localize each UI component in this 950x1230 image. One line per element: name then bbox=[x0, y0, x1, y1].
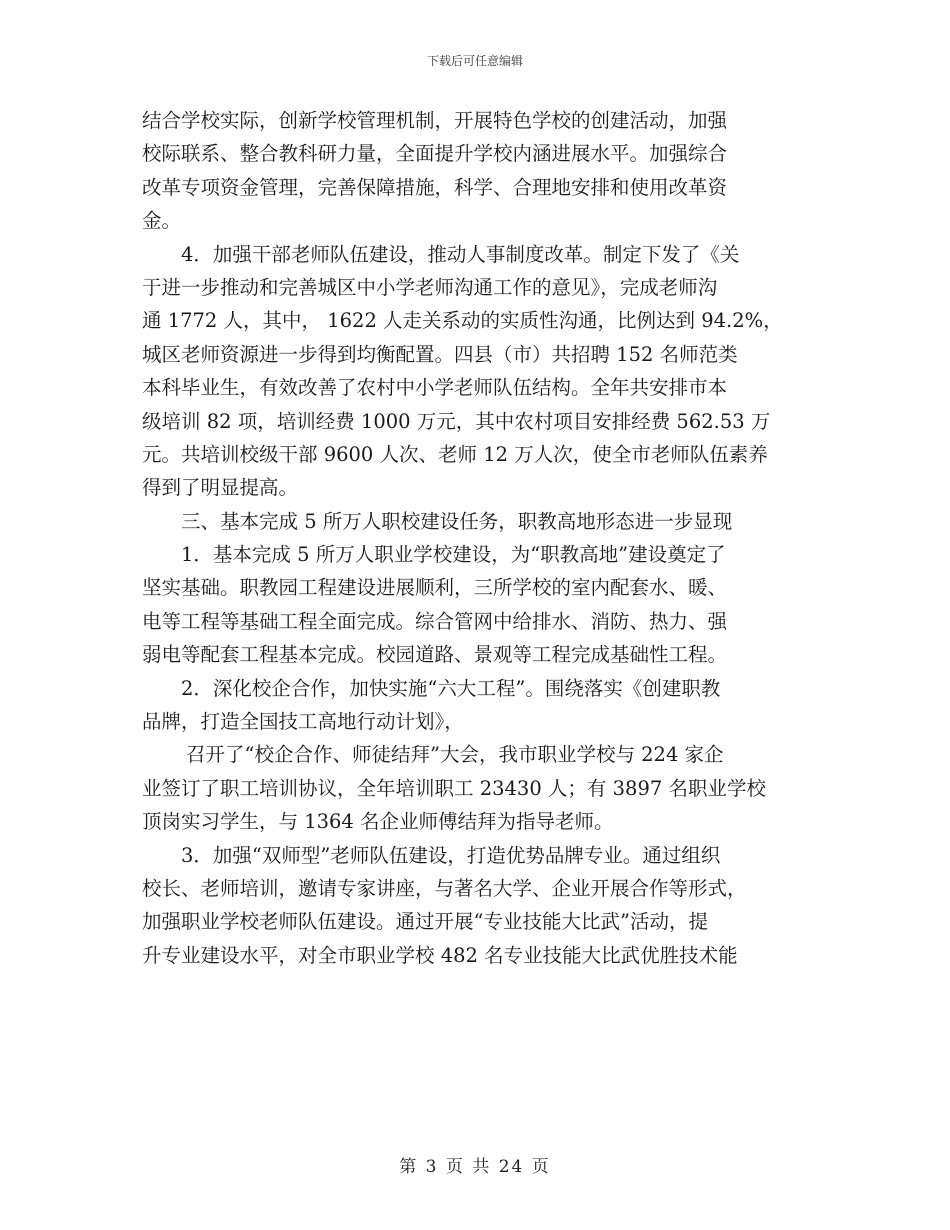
page-number-footer: 第 3 页 共 24 页 bbox=[399, 1157, 551, 1177]
text-line: 城区老师资源进一步得到均衡配置。四县（市）共招聘 152 名师范类 bbox=[142, 342, 738, 366]
text-line: 元。共培训校级干部 9600 人次、老师 12 万人次，使全市老师队伍素养 bbox=[142, 442, 768, 466]
page-header: 下载后可任意编辑 bbox=[426, 54, 523, 68]
text-line: 顶岗实习学生，与 1364 名企业师傅结拜为指导老师。 bbox=[142, 810, 614, 834]
text-line: 级培训 82 项，培训经费 1000 万元，其中农村项目安排经费 562.53 万 bbox=[142, 409, 771, 433]
text-line: 结合学校实际，创新学校管理机制，开展特色学校的创建活动，加强 bbox=[142, 109, 728, 132]
document-body bbox=[142, 104, 810, 972]
section-heading: 三、基本完成 5 所万人职校建设任务，职教高地形态进一步显现 bbox=[181, 509, 733, 533]
paragraph-start-line: 3．加强“双师型”老师队伍建设，打造优势品牌专业。通过组织 bbox=[181, 843, 721, 867]
paragraph-start-line: 2．深化校企合作，加快实施“六大工程”。围绕落实《创建职教 bbox=[181, 676, 721, 700]
paragraph-start-line: 召开了“校企合作、师徒结拜”大会，我市职业学校与 224 家企 bbox=[186, 743, 724, 767]
text-line: 坚实基础。职教园工程建设进展顺利，三所学校的室内配套水、暖、 bbox=[142, 576, 728, 600]
text-line: 加强职业学校老师队伍建设。通过开展“专业技能大比武”活动，提 bbox=[142, 910, 708, 934]
text-line: 于进一步推动和完善城区中小学老师沟通工作的意见》，完成老师沟 bbox=[142, 275, 718, 299]
text-line: 升专业建设水平，对全市职业学校 482 名专业技能大比武优胜技术能 bbox=[142, 943, 738, 967]
text-line: 通 1772 人，其中， 1622 人走关系动的实质性沟通，比例达到 94.2%， bbox=[142, 309, 783, 333]
text-line: 校际联系、整合教科研力量，全面提升学校内涵进展水平。加强综合 bbox=[142, 142, 728, 166]
text-line: 本科毕业生，有效改善了农村中小学老师队伍结构。全年共安排市本 bbox=[142, 376, 728, 400]
paragraph-start-line: 4．加强干部老师队伍建设，推动人事制度改革。制定下发了《关 bbox=[181, 242, 740, 266]
text-line: 弱电等配套工程基本完成。校园道路、景观等工程完成基础性工程。 bbox=[142, 643, 728, 667]
text-line: 业签订了职工培训协议，全年培训职工 23430 人；有 3897 名职业学校 bbox=[142, 776, 766, 800]
paragraph-start-line: 1．基本完成 5 所万人职业学校建设，为“职教高地”建设奠定了 bbox=[181, 543, 726, 567]
text-line: 校长、老师培训，邀请专家讲座，与著名大学、企业开展合作等形式， bbox=[142, 876, 747, 900]
text-line: 电等工程等基础工程全面完成。综合管网中给排水、消防、热力、强 bbox=[142, 609, 728, 633]
text-line: 得到了明显提高。 bbox=[142, 476, 299, 500]
text-line: 金。 bbox=[142, 209, 182, 233]
text-line: 改革专项资金管理，完善保障措施，科学、合理地安排和使用改革资 bbox=[142, 175, 728, 199]
text-line: 品牌，打造全国技工高地行动计划》， bbox=[142, 710, 464, 734]
